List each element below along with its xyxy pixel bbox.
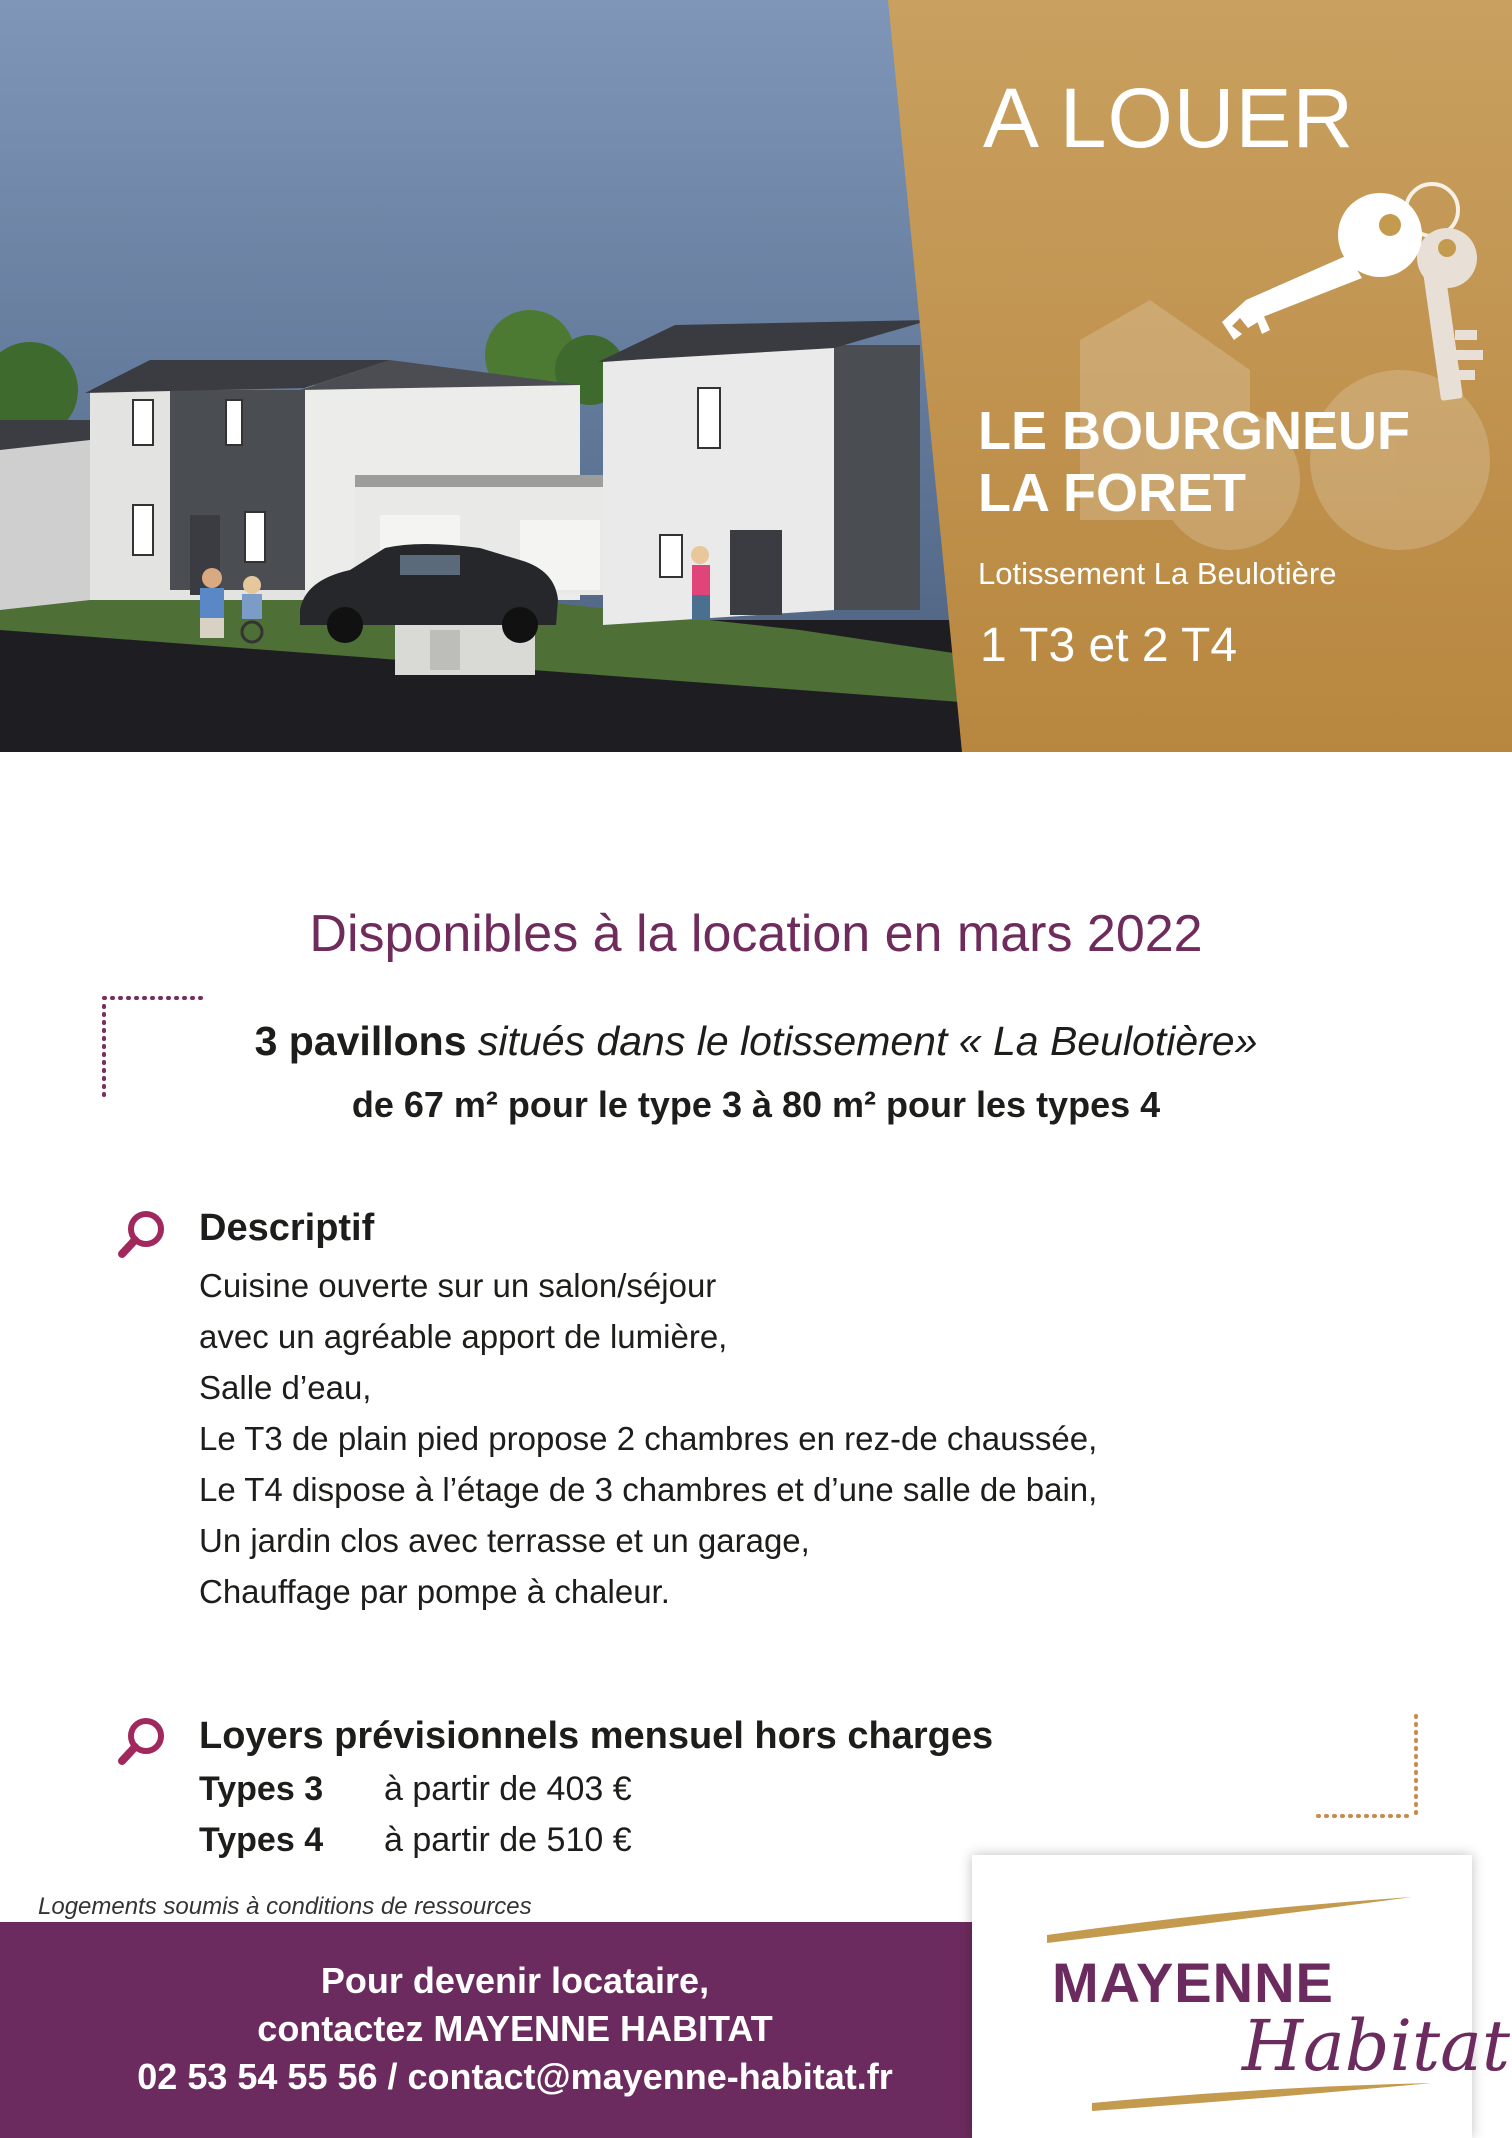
for-rent-badge: A LOUER: [983, 71, 1355, 165]
house-left-annex: [0, 430, 90, 610]
rent-type: Types 4: [199, 1821, 324, 1859]
rent-row-t4: [199, 1821, 632, 1860]
mayenne-habitat-logo: [972, 1855, 1510, 2138]
descriptif-title: Descriptif: [199, 1207, 375, 1249]
descriptif-line: Cuisine ouverte sur un salon/séjour: [199, 1267, 717, 1304]
descriptif-line: Le T4 dispose à l’étage de 3 chambres et d’une salle de bain,: [199, 1471, 1098, 1508]
descriptif-line: Un jardin clos avec terrasse et un garage,: [199, 1522, 810, 1559]
city-line-2: LA FORET: [978, 463, 1246, 523]
loyers-title: Loyers prévisionnels mensuel hors charges: [199, 1715, 994, 1757]
intro-line-1: [0, 1018, 1512, 1065]
intro-italic: situés dans le lotissement « La Beulotière»: [477, 1018, 1258, 1064]
rent-price: à partir de 403 €: [384, 1770, 632, 1808]
footer-contact-line: 02 53 54 55 56 / contact@mayenne-habitat.fr: [137, 2056, 893, 2097]
intro-line-2: de 67 m² pour le type 3 à 80 m² pour les types 4: [351, 1084, 1161, 1125]
footer-line-2: contactez MAYENNE HABITAT: [257, 2008, 773, 2049]
footnote: Logements soumis à conditions de ressources: [38, 1893, 532, 1920]
rent-type: Types 3: [199, 1770, 324, 1808]
unit-types: 1 T3 et 2 T4: [980, 619, 1238, 672]
intro-bold: 3 pavillons: [254, 1018, 467, 1064]
rent-row-t3: [199, 1770, 632, 1809]
descriptif-line: avec un agréable apport de lumière,: [199, 1318, 728, 1355]
descriptif-list: [199, 1260, 1097, 1617]
availability-headline: Disponibles à la location en mars 2022: [309, 905, 1203, 963]
descriptif-line: Chauffage par pompe à chaleur.: [199, 1573, 670, 1610]
rent-price: à partir de 510 €: [384, 1821, 632, 1859]
city-line-1: LE BOURGNEUF: [978, 401, 1410, 461]
descriptif-line: Le T3 de plain pied propose 2 chambres en rez-de chaussée,: [199, 1420, 1098, 1457]
contact-footer: [0, 1922, 1030, 2138]
descriptif-line: Salle d’eau,: [199, 1369, 372, 1406]
hero-banner: [0, 0, 1512, 752]
footer-line-1: Pour devenir locataire,: [320, 1960, 710, 2001]
city-name: [978, 400, 1410, 524]
house-2: [598, 320, 930, 625]
magnifier-icon: [116, 1714, 170, 1768]
logo-subtitle: Habitat: [1242, 2005, 1510, 2087]
logo-wordmark: MAYENNE: [1052, 1951, 1334, 2014]
dotted-corner-bottom-right: [1310, 1710, 1426, 1822]
magnifier-icon: [116, 1207, 170, 1261]
lotissement-name: Lotissement La Beulotière: [978, 556, 1337, 591]
